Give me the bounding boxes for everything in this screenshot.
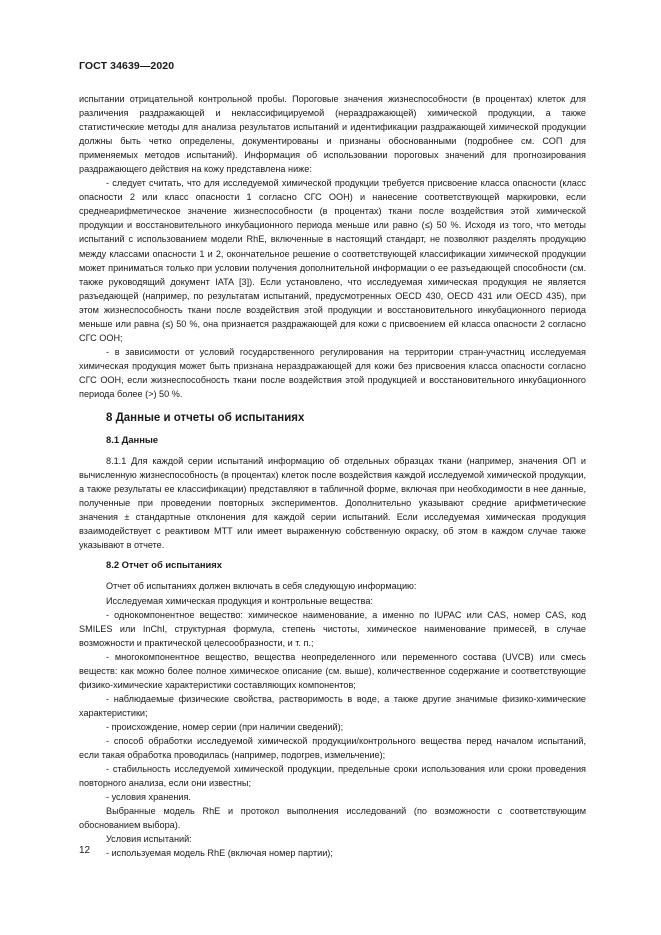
subsection-heading: 8.2 Отчет об испытаниях — [106, 559, 222, 571]
list-item: - многокомпонентное вещество, вещества неопределенного или переменного состава (UVCB) или смесь веществ: как можно более полное химическое описание (см. выше), количественное содержание и соответствующие физико-химические характеристики составляющих компонентов; — [79, 651, 586, 690]
paragraph: - следует считать, что для исследуемой химической продукции требуется присвоение класса опасности (класс опасности 2 или класс опасности 1 согласно СГС ООН) и нанесение соответствующей маркировки, если среднеарифметическое значение жизнеспособности (в процентах) ткани после воздействия этой химической продукции и восстановительного инкубационного периода меньше или равно (≤) 50 %. Исходя из того, что методы испытаний с использованием модели RhE, включенные в настоящий стандарт, не позволяют разделять продукцию между классами опасности 1 и 2, окончательное решение о соответствующей классификации химической продукции может приниматься только при условии получения дополнительной информации о ее разъедающей способности (см. также руководящий документ IATA [3]). Если установлено, что исследуемая химическая продукция не является разъедающей (например, по результатам испытаний, предусмотренных OECD 430, OECD 431 или OECD 435), при этом жизнеспособность ткани после воздействия этой продукции и восстановительного инкубационного периода меньше или равна (≤) 50 %, она признается раздражающей для кожи с присвоением ей класса опасности 2 согласно СГС ООН; — [79, 178, 586, 343]
list-item: Выбранные модель RhE и протокол выполнения исследований (по возможности с соответствующим обоснованием выбора). — [79, 806, 586, 831]
subsection-heading: 8.1 Данные — [106, 434, 159, 446]
list-item: - происхождение, номер серии (при наличии сведений); — [106, 721, 344, 732]
paragraph: - в зависимости от условий государственного регулирования на территории стран-участниц исследуемая химическая продукция может быть признана нераздражающей для кожи без присвоения класса опасности согласно СГС ООН, если жизнеспособность ткани после воздействия этой продукцией и восстановительного инкубационного периода более (>) 50 %. — [79, 346, 586, 399]
list-item: - способ обработки исследуемой химической продукции/контрольного вещества перед началом испытаний, если такая обработка проводилась (например, подогрев, измельчение); — [79, 735, 586, 761]
list-item: - наблюдаемые физические свойства, растворимость в воде, а также другие значимые физико-химические характеристики; — [79, 693, 586, 718]
section-heading: 8 Данные и отчеты об испытаниях — [106, 412, 305, 425]
list-item: Условия испытаний: — [106, 834, 192, 845]
paragraph: 8.1.1 Для каждой серии испытаний информацию об отдельных образцах ткани (например, значения ОП и вычисленную жизнеспособность (в процентах) клеток после воздействия каждой исследуемой химической продукции, а также результаты ее классификации) представляют в табличной форме, включая при необходимости в нее данные, полученные при проведении повторных экспериментов. Дополнительно указывают средние арифметические значения ± стандартные отклонения для каждой серии испытаний. Если исследуемая химическая продукция взаимодействует с реактивом МТТ или имеет выраженную собственную окраску, об этом в каждом случае также указывают в отчете. — [79, 456, 586, 551]
page-number: 12 — [79, 845, 91, 856]
document-body — [79, 92, 586, 860]
document-header: ГОСТ 34639—2020 — [79, 60, 175, 72]
list-item: Отчет об испытаниях должен включать в себя следующую информацию: — [106, 581, 417, 592]
paragraph: испытании отрицательной контрольной пробы. Пороговые значения жизнеспособности (в процентах) клеток для различения раздражающей и неклассифицируемой (нераздражающей) химической продукции, а также статистические методы для анализа результатов испытаний и идентификации раздражающей химической продукции должны быть четко определены, документированы и признаны обоснованными (подробнее см. СОП для применяемых методов испытаний). Информация об использовании пороговых значений для прогнозирования раздражающего действия на кожу представлена ниже: — [79, 94, 586, 175]
list-item: - условия хранения. — [106, 792, 191, 803]
list-item: - стабильность исследуемой химической продукции, предельные сроки использования или сроки проведения повторного анализа, если они известны; — [79, 764, 586, 789]
list-item: - однокомпонентное вещество: химическое наименование, а именно по IUPAC или CAS, номер CAS, код SMILES или InChI, структурная формула, степень чистоты, химическое наименование примесей, в случае возможности и практической целесообразности, и т. п.; — [79, 609, 586, 648]
list-item: - используемая модель RhE (включая номер партии); — [106, 848, 333, 859]
list-item: Исследуемая химическая продукция и контрольные вещества: — [106, 595, 373, 606]
